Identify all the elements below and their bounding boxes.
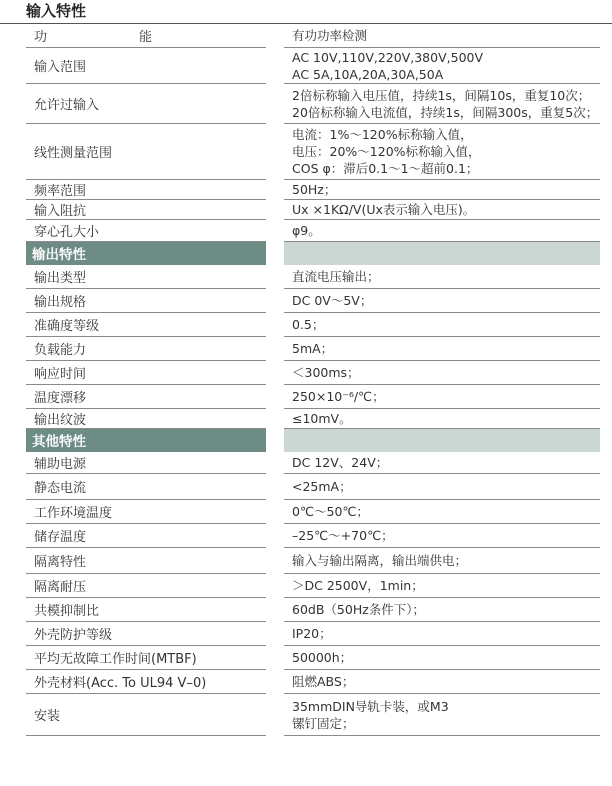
section-header — [0, 429, 612, 452]
spec-label: 功 能 — [26, 24, 266, 48]
spec-value — [284, 48, 600, 84]
spec-label: 温度漂移 — [26, 385, 266, 409]
spec-label: 线性测量范围 — [26, 124, 266, 180]
spec-row — [0, 385, 612, 409]
spec-row — [0, 694, 612, 736]
spec-label: 隔离特性 — [26, 548, 266, 574]
spec-value-line: ≤10mV。 — [292, 411, 352, 426]
spec-row — [0, 180, 612, 200]
spec-label: 外壳防护等级 — [26, 622, 266, 646]
spec-value — [284, 694, 600, 736]
spec-value-line: DC 0V～5V； — [292, 293, 373, 308]
spec-row — [0, 646, 612, 670]
spec-value-line: 输入与输出隔离，输出端供电； — [292, 553, 468, 568]
spec-value — [284, 452, 600, 474]
spec-label: 工作环境温度 — [26, 500, 266, 524]
spec-row — [0, 548, 612, 574]
spec-label: 隔离耐压 — [26, 574, 266, 598]
spec-value — [284, 646, 600, 670]
spec-value-line: φ9。 — [292, 223, 321, 238]
spec-label: 负载能力 — [26, 337, 266, 361]
spec-value-line: 直流电压输出； — [292, 269, 380, 284]
spec-label: 辅助电源 — [26, 452, 266, 474]
spec-row — [0, 48, 612, 84]
spec-row — [0, 670, 612, 694]
spec-row — [0, 124, 612, 180]
spec-value-line: Ux ×1KΩ/V(Ux表示输入电压)。 — [292, 202, 476, 217]
spec-value-line: 2倍标称输入电压值，持续1s，间隔10s，重复10次； — [292, 87, 591, 103]
spec-value-line: 50Hz； — [292, 182, 337, 197]
spec-label: 外壳材料(Acc. To UL94 V–0) — [26, 670, 266, 694]
spec-row — [0, 598, 612, 622]
spec-row — [0, 24, 612, 48]
spec-row — [0, 500, 612, 524]
spec-row — [0, 524, 612, 548]
spec-value — [284, 200, 600, 220]
section-title: 输出特性 — [26, 242, 266, 265]
spec-value — [284, 598, 600, 622]
spec-label: 共模抑制比 — [26, 598, 266, 622]
spec-value-line: AC 10V,110V,220V,380V,500V — [292, 49, 484, 65]
spec-label: 静态电流 — [26, 474, 266, 500]
spec-label: 准确度等级 — [26, 313, 266, 337]
spec-value — [284, 385, 600, 409]
spec-value-line: 有功功率检测 — [292, 28, 368, 43]
spec-value-line: 60dB（50Hz条件下）； — [292, 602, 426, 617]
spec-value-line: 阻燃ABS； — [292, 674, 355, 689]
spec-value — [284, 622, 600, 646]
spec-value-line: <25mA； — [292, 479, 352, 494]
spec-value — [284, 313, 600, 337]
spec-value-line: DC 12V、24V； — [292, 455, 389, 470]
spec-row — [0, 474, 612, 500]
spec-value — [284, 474, 600, 500]
spec-row — [0, 220, 612, 242]
spec-value-line: 0℃～50℃； — [292, 504, 369, 519]
section-band — [284, 429, 600, 452]
spec-value — [284, 265, 600, 289]
spec-value — [284, 361, 600, 385]
spec-row — [0, 313, 612, 337]
spec-value-line: –25℃～+70℃； — [292, 528, 394, 543]
spec-label: 响应时间 — [26, 361, 266, 385]
spec-value — [284, 548, 600, 574]
spec-label: 平均无故障工作时间(MTBF) — [26, 646, 266, 670]
spec-value — [284, 124, 600, 180]
spec-row — [0, 265, 612, 289]
spec-label: 允许过输入 — [26, 84, 266, 124]
spec-value — [284, 500, 600, 524]
spec-value-line: 35mmDIN导轨卡装，或M3 — [292, 698, 449, 714]
spec-row — [0, 289, 612, 313]
spec-value-line: COS φ：滞后0.1～1～超前0.1； — [292, 161, 479, 176]
spec-row — [0, 84, 612, 124]
spec-value — [284, 180, 600, 200]
spec-value — [284, 84, 600, 124]
spec-value — [284, 289, 600, 313]
spec-label: 输出类型 — [26, 265, 266, 289]
spec-value-line: 5mA； — [292, 341, 334, 356]
spec-table — [0, 24, 612, 736]
spec-row — [0, 452, 612, 474]
spec-value-line: 电流：1%～120%标称输入值， — [292, 127, 473, 142]
spec-row — [0, 574, 612, 598]
spec-label: 输入阻抗 — [26, 200, 266, 220]
spec-row — [0, 409, 612, 429]
spec-value-line: 250×10⁻⁶/℃； — [292, 389, 385, 404]
spec-value — [284, 337, 600, 361]
section-band — [284, 242, 600, 265]
spec-value — [284, 524, 600, 548]
spec-row — [0, 622, 612, 646]
spec-value — [284, 574, 600, 598]
page-title: 输入特性 — [0, 0, 612, 24]
spec-value — [284, 24, 600, 48]
spec-value — [284, 670, 600, 694]
spec-label: 输出纹波 — [26, 409, 266, 429]
spec-row — [0, 361, 612, 385]
spec-label: 输入范围 — [26, 48, 266, 84]
spec-label: 穿心孔大小 — [26, 220, 266, 242]
spec-value-line: 20倍标称输入电流值，持续1s，间隔300s，重复5次； — [292, 104, 599, 120]
spec-value — [284, 220, 600, 242]
spec-value-line: 镙钉固定； — [292, 715, 355, 731]
spec-label: 安装 — [26, 694, 266, 736]
spec-value-line: 0.5； — [292, 317, 325, 332]
spec-value-line: 50000h； — [292, 650, 353, 665]
spec-value-line: 电压：20%～120%标称输入值， — [292, 144, 481, 159]
spec-value — [284, 409, 600, 429]
spec-label: 输出规格 — [26, 289, 266, 313]
spec-row — [0, 337, 612, 361]
spec-row — [0, 200, 612, 220]
spec-value-line: ＞DC 2500V，1min； — [292, 578, 424, 593]
spec-value-line: AC 5A,10A,20A,30A,50A — [292, 66, 444, 82]
spec-value-line: IP20； — [292, 626, 332, 641]
spec-value-line: ＜300ms； — [292, 365, 360, 380]
section-header — [0, 242, 612, 265]
spec-label: 储存温度 — [26, 524, 266, 548]
section-title: 其他特性 — [26, 429, 266, 452]
spec-label: 频率范围 — [26, 180, 266, 200]
